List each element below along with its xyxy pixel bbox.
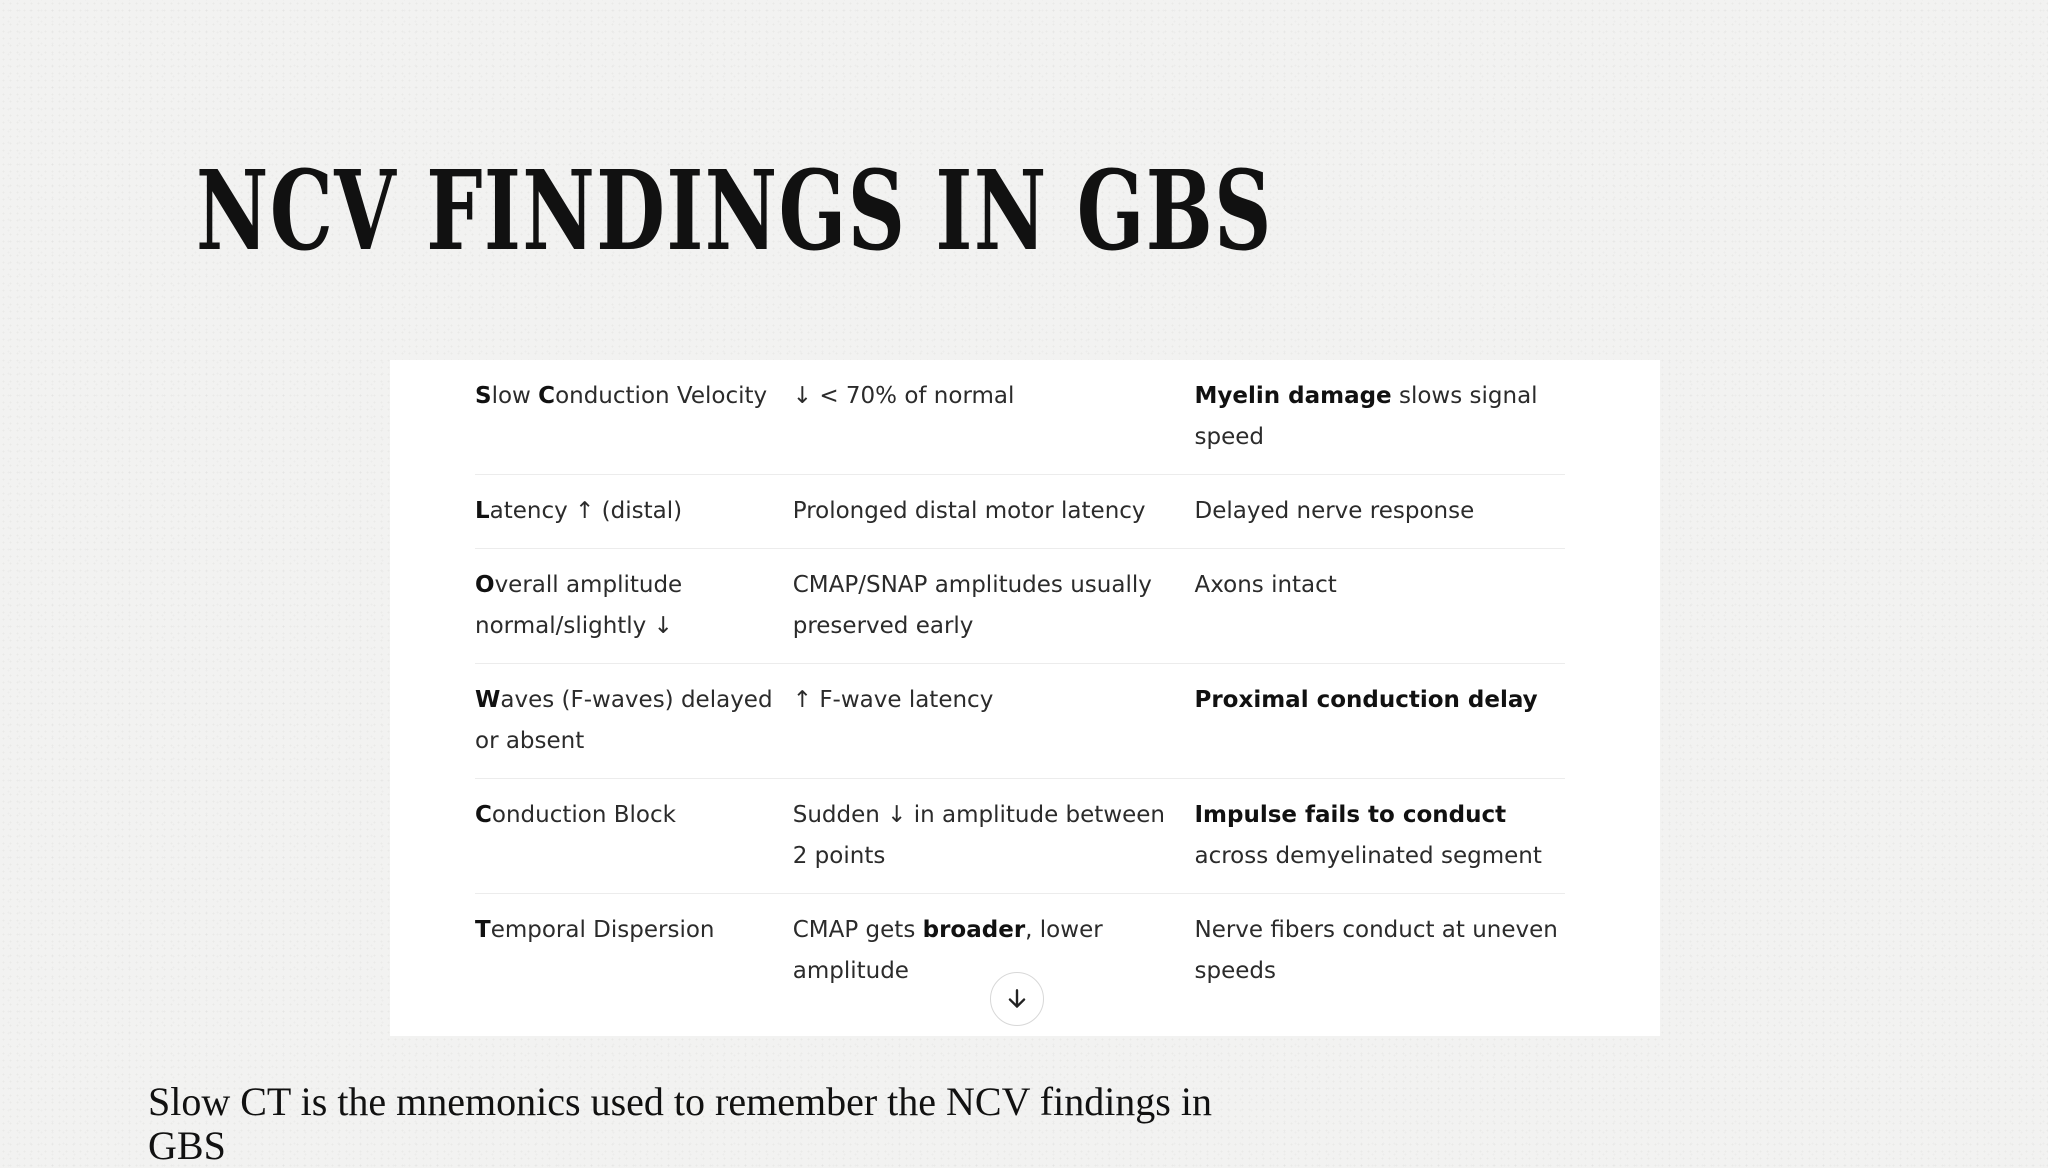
ncv-findings-table	[475, 360, 1565, 1008]
finding-cell: Slow Conduction Velocity	[475, 360, 793, 475]
meaning-cell: Proximal conduction delay	[1194, 664, 1565, 779]
measurement-cell: Prolonged distal motor latency	[793, 475, 1195, 549]
table-card	[390, 360, 1660, 1036]
finding-cell: Conduction Block	[475, 779, 793, 894]
table-row	[475, 664, 1565, 779]
finding-cell: Latency ↑ (distal)	[475, 475, 793, 549]
meaning-cell: Nerve fibers conduct at uneven speeds	[1194, 917, 1558, 984]
slide-title: NCV FINDINGS IN GBS	[196, 146, 1273, 275]
finding-cell: Overall amplitude normal/slightly ↓	[475, 549, 793, 664]
meaning-cell: Axons intact	[1194, 549, 1565, 664]
meaning-cell: Impulse fails to conduct across demyelinated segment	[1194, 779, 1565, 894]
meaning-cell: Myelin damage slows signal speed	[1194, 360, 1565, 475]
table-row	[475, 779, 1565, 894]
measurement-cell: ↑ F-wave latency	[793, 664, 1195, 779]
finding-cell: Waves (F-waves) delayed or absent	[475, 664, 793, 779]
measurement-cell: Sudden ↓ in amplitude between 2 points	[793, 779, 1195, 894]
measurement-cell: CMAP/SNAP amplitudes usually preserved early	[793, 549, 1195, 664]
table-row	[475, 549, 1565, 664]
meaning-cell: Delayed nerve response	[1194, 475, 1565, 549]
table-row	[475, 360, 1565, 475]
finding-cell: Temporal Dispersion	[475, 917, 715, 943]
measurement-cell: ↓ < 70% of normal	[793, 360, 1195, 475]
measurement-cell: CMAP gets broader, lower amplitude	[792, 917, 1103, 984]
mnemonic-note: Slow CT is the mnemonics used to remember the NCV findings in GBS	[148, 1079, 1212, 1168]
table-row	[475, 475, 1565, 549]
scroll-down-button[interactable]	[990, 972, 1044, 1026]
arrow-down-icon	[1004, 986, 1030, 1012]
